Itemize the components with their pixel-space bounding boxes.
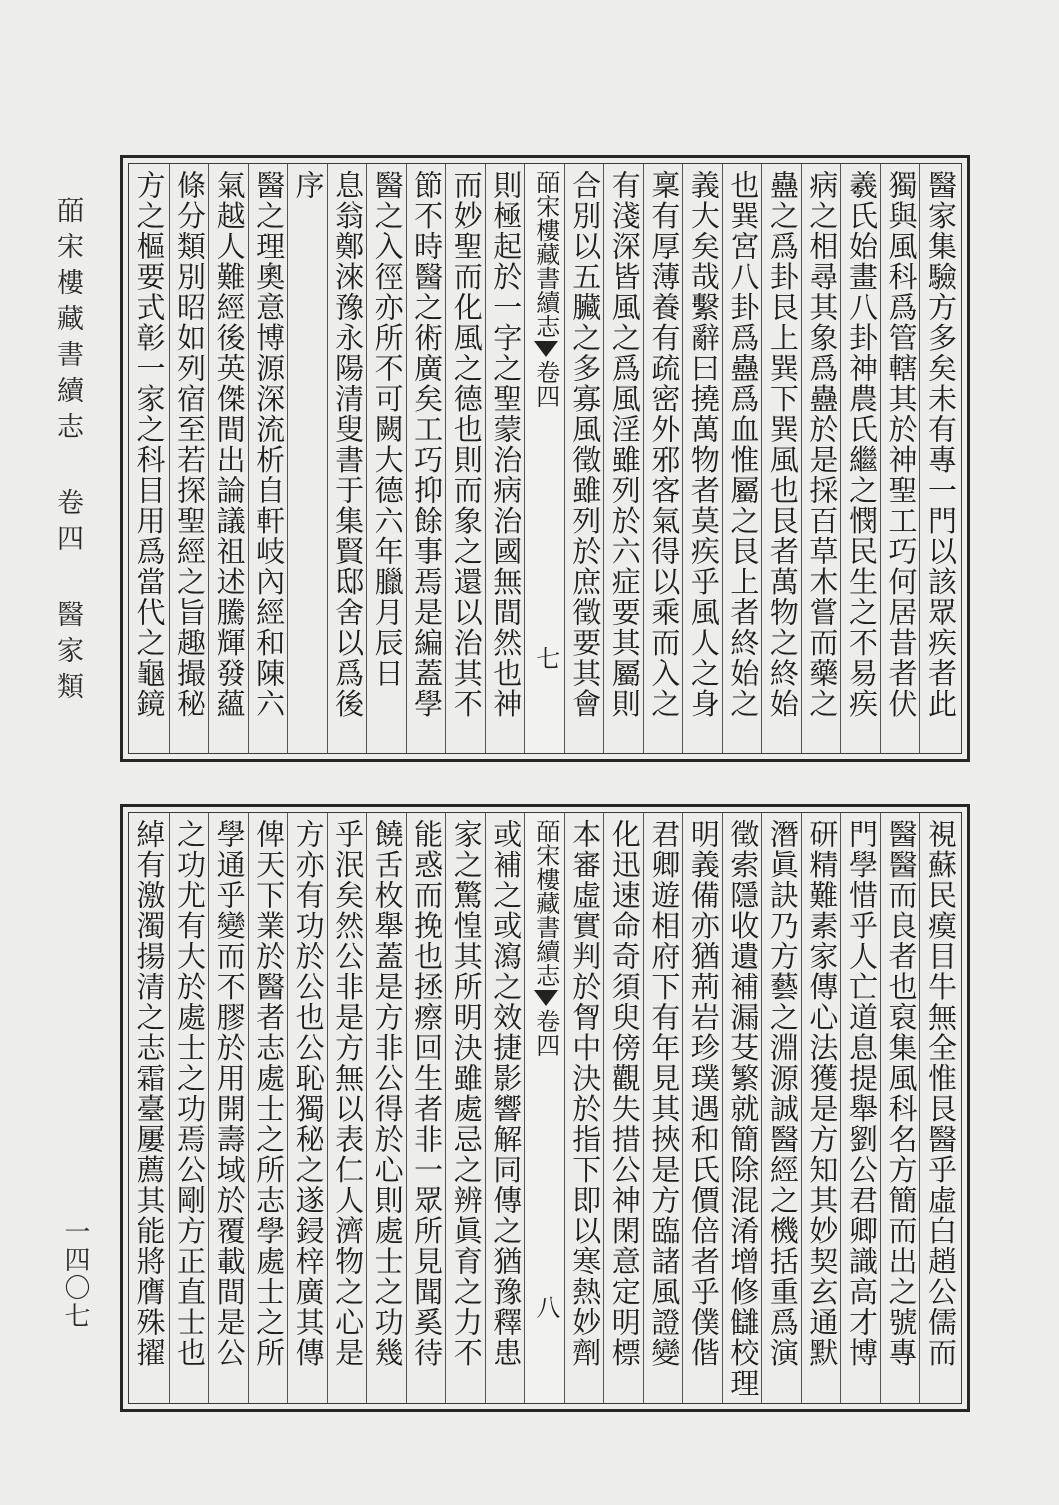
center-fold-column [524, 813, 564, 1403]
text-column [564, 164, 604, 753]
text-column-content: 有淺深皆風之爲風淫雖列於六症要其屬則 [607, 170, 642, 719]
text-column [603, 813, 643, 1403]
text-column-content: 病之相尋其象爲蠱於是採百草木嘗而藥之 [805, 170, 840, 719]
text-column-content: 合別以五臟之多寡風徵雖列於庶徵要其會 [568, 170, 603, 719]
text-column [129, 813, 169, 1403]
text-column [287, 164, 327, 753]
text-column-content: 能惑而挽也拯瘵回生者非一眾所見聞奚待 [410, 819, 445, 1368]
text-column-content: 氣越人難經後英傑間出論議祖述騰輝發蘊 [212, 170, 247, 719]
text-column [722, 164, 762, 753]
text-column [248, 813, 288, 1403]
text-column [406, 164, 446, 753]
text-column-content: 蠱之爲卦艮上巽下巽風也艮者萬物之終始 [765, 170, 800, 719]
text-column-content: 醫之理奧意博源深流析自軒岐內經和陳六 [252, 170, 287, 719]
text-column [840, 813, 880, 1403]
text-column [169, 164, 209, 753]
text-column-content: 化迅速命奇須臾傍觀失措公神閑意定明標 [607, 819, 642, 1368]
text-column [406, 813, 446, 1403]
text-column [445, 164, 485, 753]
fish-tail-mark-icon [534, 990, 558, 1006]
text-block-bottom-grid [128, 812, 962, 1404]
text-column [445, 813, 485, 1403]
text-block-bottom [120, 804, 970, 1412]
text-column [287, 813, 327, 1403]
text-column [722, 813, 762, 1403]
text-column [682, 813, 722, 1403]
text-column-content: 饒舌枚舉蓋是方非公得於心則處士之功幾 [370, 819, 405, 1368]
text-column [248, 164, 288, 753]
center-fold-title: 皕宋樓藏書續志 [531, 170, 560, 338]
text-column-content: 門學惜乎人亡道息提舉劉公君卿識高才博 [844, 819, 879, 1368]
text-column [366, 813, 406, 1403]
text-column [208, 164, 248, 753]
text-column-content: 或補之或瀉之效捷影響解同傳之猶豫釋患 [489, 819, 524, 1368]
running-head-title: 皕宋樓藏書續志 [52, 196, 83, 448]
text-column-content: 則極起於一字之聖蒙治病治國無間然也神 [489, 170, 524, 719]
text-column-content: 稟有厚薄養有疏密外邪客氣得以乘而入之 [647, 170, 682, 719]
text-column-content: 息翁鄭淶豫永陽清叟書于集賢邸舍以爲後 [331, 170, 366, 719]
text-column-content: 方亦有功於公也公恥獨秘之遂鋟梓廣其傳 [291, 819, 326, 1368]
text-column [761, 813, 801, 1403]
text-column [643, 813, 683, 1403]
text-column [564, 813, 604, 1403]
text-column-content: 君卿遊相府下有年見其挾是方臨諸風證變 [647, 819, 682, 1368]
text-block-top-grid [128, 163, 962, 754]
text-column [643, 164, 683, 753]
text-column-content: 明義備亦猶荊岩珍璞遇和氏價倍者乎僕偕 [686, 819, 721, 1368]
text-column-content: 之功尤有大於處士之功焉公剛方正直士也 [173, 819, 208, 1368]
text-column [366, 164, 406, 753]
text-column-content: 節不時醫之術廣矣工巧抑餘事焉是編蓋學 [410, 170, 445, 719]
text-column-content: 義大矣哉繫辭曰撓萬物者莫疾乎風人之身 [686, 170, 721, 719]
text-column [801, 164, 841, 753]
running-head-volume: 卷四 [52, 488, 83, 560]
running-head-category: 醫家類 [52, 600, 83, 708]
text-column-content: 醫醫而良者也裒集風科名方簡而出之號專 [884, 819, 919, 1368]
text-column [485, 813, 525, 1403]
text-column [761, 164, 801, 753]
text-column [208, 813, 248, 1403]
text-column [327, 813, 367, 1403]
text-column-content: 醫家集驗方多矣未有專一門以該眾疾者此 [923, 170, 958, 719]
text-column-content: 羲氏始畫八卦神農氏繼之憫民生之不易疾 [844, 170, 879, 719]
text-column-content: 序 [291, 170, 326, 201]
center-fold-volume: 卷四 [531, 1009, 560, 1057]
text-column [485, 164, 525, 753]
center-fold-page-number: 八 [531, 1295, 560, 1319]
text-column [801, 813, 841, 1403]
text-column-content: 徵索隱收遺補漏芟繁就簡除混淆增修讎校理 [726, 819, 761, 1399]
text-column-content: 潛眞訣乃方藝之淵源誠醫經之機括重爲演 [765, 819, 800, 1368]
text-column-content: 學通乎變而不膠於用開壽域於覆載間是公 [212, 819, 247, 1368]
text-column [840, 164, 880, 753]
fish-tail-mark-icon [534, 341, 558, 357]
text-column-content: 研精難素家傳心法獲是方知其妙契玄通默 [805, 819, 840, 1368]
text-column [327, 164, 367, 753]
text-column-content: 也巽宮八卦爲蠱爲血惟屬之艮上者終始之 [726, 170, 761, 719]
text-column-content: 獨與風科爲管轄其於神聖工巧何居昔者伏 [884, 170, 919, 719]
text-column [919, 164, 959, 753]
text-column-content: 醫之入徑亦所不可闕大德六年臘月辰日 [370, 170, 405, 689]
text-column [129, 164, 169, 753]
text-column [919, 813, 959, 1403]
page-number: 一四〇七 [60, 1218, 90, 1330]
center-fold-title: 皕宋樓藏書續志 [531, 819, 560, 987]
text-column-content: 條分類別昭如列宿至若探聖經之旨趣撮秘 [173, 170, 208, 719]
center-fold-page-number: 七 [531, 646, 560, 670]
text-column [603, 164, 643, 753]
text-column [880, 813, 920, 1403]
text-column [880, 164, 920, 753]
center-fold-volume: 卷四 [531, 360, 560, 408]
text-column [169, 813, 209, 1403]
text-column-content: 方之樞要式彰一家之科目用爲當代之龜鏡 [132, 170, 167, 719]
text-column-content: 綽有激濁揚清之志霜臺屢薦其能將膺殊擢 [132, 819, 167, 1368]
running-head [48, 196, 87, 708]
text-column [682, 164, 722, 753]
center-fold-column [524, 164, 564, 753]
text-column-content: 本審虛實判於胷中決於指下即以寒熱妙劑 [568, 819, 603, 1368]
text-column-content: 俾天下業於醫者志處士之所志學處士之所 [252, 819, 287, 1368]
text-column-content: 視蘇民瘼目牛無全惟艮醫乎虛白趙公儒而 [923, 819, 958, 1368]
text-column-content: 乎泯矣然公非是方無以表仁人濟物之心是 [331, 819, 366, 1368]
text-column-content: 而妙聖而化風之德也則而象之還以治其不 [449, 170, 484, 719]
text-block-top [120, 155, 970, 762]
text-column-content: 家之驚惶其所明決雖處忌之辨眞育之力不 [449, 819, 484, 1368]
